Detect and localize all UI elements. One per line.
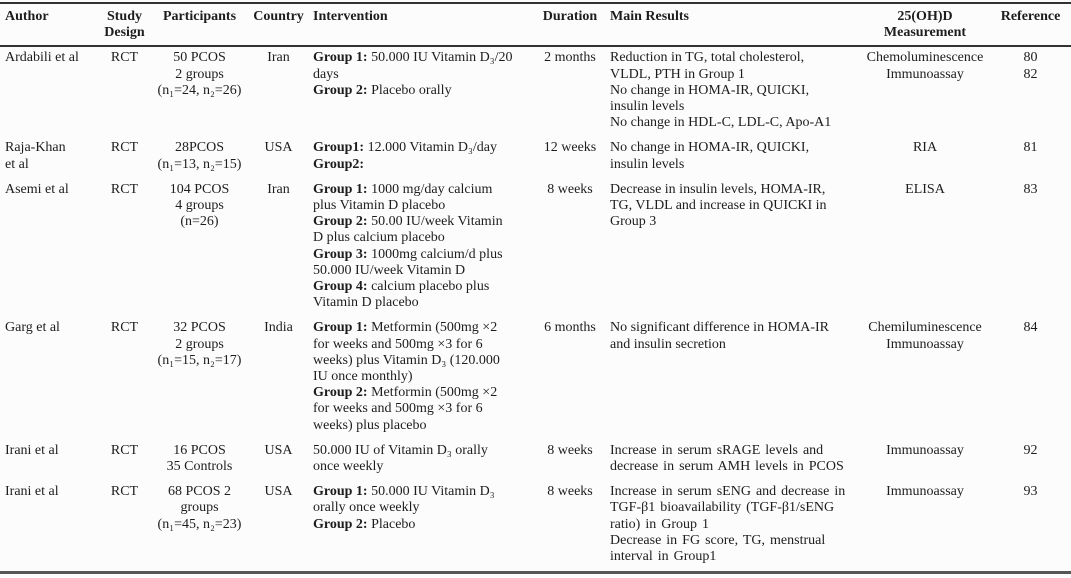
group-label: Group2: (313, 156, 365, 172)
intervention-group (313, 385, 532, 434)
text-line: Immunoassay (886, 336, 964, 352)
header-label: Design (104, 25, 145, 41)
study-row (0, 481, 1071, 573)
result-statement (610, 320, 856, 352)
text-line: Metformin (500mg ×2 (371, 385, 498, 401)
text-line: Increase in serum sENG and decrease in (610, 484, 846, 500)
country-cell (247, 137, 310, 178)
study-row (0, 317, 1071, 439)
intervention-cell (310, 137, 538, 178)
text-line: No change in HOMA-IR, QUICKI, (610, 82, 810, 98)
text-line: Decrease in FG score, TG, menstrual (610, 532, 826, 548)
result-statement (610, 443, 856, 475)
text-line: No change in HOMA-IR, QUICKI, (610, 140, 810, 156)
intervention-group (313, 140, 532, 156)
text-line: 12 weeks (543, 140, 597, 156)
header-design (97, 3, 152, 46)
intervention-group (313, 517, 532, 533)
text-line: Immunoassay (886, 484, 964, 500)
participants-cell (152, 317, 247, 439)
text-line: (n₁=13, n₂=15) (157, 156, 242, 172)
study-row (0, 179, 1071, 318)
author-cell (0, 440, 97, 481)
reference-cell (990, 179, 1071, 318)
text-line: 2 groups (175, 66, 224, 82)
text-line: Metformin (500mg ×2 (371, 320, 498, 336)
group-label: Group 3: (313, 246, 368, 262)
study-design-cell (97, 317, 152, 439)
participants-cell (152, 440, 247, 481)
text-line: D plus calcium placebo (313, 230, 445, 246)
header-label: Main Results (610, 9, 689, 24)
intervention-group (313, 279, 532, 311)
text-line: 50 PCOS (173, 50, 226, 66)
text-line: (n=26) (180, 214, 219, 230)
text-line: Placebo (371, 516, 416, 532)
text-line: Raja-Khan (5, 140, 66, 156)
group-label: Group 4: (313, 279, 368, 295)
text-line: No significant difference in HOMA-IR (610, 320, 830, 336)
duration-cell (538, 179, 602, 318)
text-line: TG, VLDL and increase in QUICKI in (610, 198, 827, 214)
country-cell (247, 46, 310, 137)
group-label: Group 2: (313, 214, 368, 230)
text-line: orally once weekly (313, 500, 420, 516)
header-participants (152, 3, 247, 46)
participants-cell (152, 137, 247, 178)
text-line: 16 PCOS (173, 442, 226, 458)
text-line: 92 (1023, 442, 1038, 458)
text-line: 50.000 IU of Vitamin D₃ orally (313, 442, 488, 458)
result-statement (610, 115, 856, 131)
header-label: Duration (542, 9, 598, 24)
text-line: for weeks and 500mg ×3 for 6 (313, 401, 483, 417)
header-author (0, 3, 97, 46)
text-line: 1000 mg/day calcium (371, 181, 493, 197)
text-line: 80 (1023, 50, 1038, 66)
intervention-group (313, 83, 532, 99)
header-label: Study (106, 9, 143, 24)
main-results-cell (602, 46, 860, 137)
text-line: No change in HDL-C, LDL-C, Apo-A1 (610, 115, 832, 131)
author-cell (0, 179, 97, 318)
header-intervention (310, 3, 538, 46)
country-cell (247, 179, 310, 318)
text-line: RCT (110, 442, 139, 458)
main-results-cell (602, 317, 860, 439)
author-cell (0, 137, 97, 178)
participants-cell (152, 179, 247, 318)
text-line: Garg et al (5, 320, 60, 336)
text-line: interval in Group1 (610, 549, 717, 565)
text-line: India (264, 320, 293, 336)
duration-cell (538, 481, 602, 573)
text-line: 2 months (544, 50, 596, 66)
study-row (0, 440, 1071, 481)
intervention-group (313, 157, 532, 173)
intervention-group (313, 320, 532, 385)
text-line: decrease in serum AMH levels in PCOS (610, 459, 844, 475)
intervention-group (313, 484, 532, 516)
country-cell (247, 440, 310, 481)
text-line: 93 (1023, 484, 1038, 500)
text-line: TGF-β1 bioavailability (TGF-β1/sENG (610, 500, 835, 516)
measurement-cell (860, 179, 990, 318)
intervention-cell (310, 317, 538, 439)
study-design-cell (97, 440, 152, 481)
reference-cell (990, 137, 1071, 178)
measurement-cell (860, 46, 990, 137)
text-line: USA (264, 484, 293, 500)
reference-cell (990, 46, 1071, 137)
table-header (0, 3, 1071, 46)
text-line: ELISA (905, 181, 945, 197)
header-row (0, 3, 1071, 46)
intervention-group (313, 214, 532, 246)
text-line: 8 weeks (547, 484, 593, 500)
duration-cell (538, 46, 602, 137)
text-line: USA (264, 140, 293, 156)
result-statement (610, 83, 856, 115)
reference-cell (990, 481, 1071, 573)
study-row (0, 137, 1071, 178)
text-line: 8 weeks (547, 181, 593, 197)
text-line: Ardabili et al (5, 50, 79, 66)
group-label: Group 1: (313, 320, 368, 336)
author-cell (0, 317, 97, 439)
header-results (602, 3, 860, 46)
text-line: RCT (110, 320, 139, 336)
text-line: days (313, 66, 339, 82)
header-measurement (860, 3, 990, 46)
text-line: plus Vitamin D placebo (313, 198, 446, 214)
text-line: et al (5, 156, 29, 172)
text-line: once weekly (313, 459, 384, 475)
participants-cell (152, 481, 247, 573)
text-line: 50.000 IU Vitamin D₃ (371, 484, 495, 500)
study-design-cell (97, 46, 152, 137)
group-label: Group 1: (313, 484, 368, 500)
text-line: 35 Controls (166, 459, 233, 475)
group-label: Group 2: (313, 516, 368, 532)
text-line: Iran (267, 50, 290, 66)
text-line: Chemiluminescence (868, 320, 982, 336)
measurement-cell (860, 137, 990, 178)
country-cell (247, 317, 310, 439)
duration-cell (538, 440, 602, 481)
result-statement (610, 484, 856, 533)
intervention-cell (310, 46, 538, 137)
text-line: Group 3 (610, 214, 657, 230)
group-label: Group 2: (313, 385, 368, 401)
header-label: Country (253, 9, 304, 24)
reference-cell (990, 317, 1071, 439)
text-line: Decrease in insulin levels, HOMA-IR, (610, 181, 826, 197)
text-line: Irani et al (5, 484, 59, 500)
text-line: 50.000 IU Vitamin D₃/20 (371, 50, 513, 66)
intervention-cell (310, 481, 538, 573)
text-line: (n₁=24, n₂=26) (157, 82, 242, 98)
text-line: 4 groups (175, 198, 224, 214)
group-label: Group 1: (313, 50, 368, 66)
text-line: Irani et al (5, 442, 59, 458)
intervention-group (313, 443, 532, 475)
intervention-cell (310, 440, 538, 481)
text-line: weeks) plus placebo (313, 417, 427, 433)
group-label: Group 2: (313, 82, 368, 98)
text-line: 8 weeks (547, 442, 593, 458)
text-line: 83 (1023, 181, 1038, 197)
table-body (0, 46, 1071, 572)
header-country (247, 3, 310, 46)
text-line: Immunoassay (886, 66, 964, 82)
text-line: RIA (912, 140, 938, 156)
text-line: 104 PCOS (169, 181, 230, 197)
text-line: 84 (1023, 320, 1038, 336)
text-line: 50.000 IU/week Vitamin D (313, 262, 466, 278)
header-label: 25(OH)D (897, 9, 953, 24)
study-design-cell (97, 137, 152, 178)
main-results-cell (602, 137, 860, 178)
text-line: 50.00 IU/week Vitamin (371, 214, 503, 230)
text-line: weeks) plus Vitamin D₃ (120.000 (313, 352, 500, 368)
author-cell (0, 46, 97, 137)
text-line: Immunoassay (886, 442, 964, 458)
result-statement (610, 50, 856, 82)
header-reference (990, 3, 1071, 46)
measurement-cell (860, 440, 990, 481)
result-statement (610, 182, 856, 231)
text-line: 81 (1023, 140, 1038, 156)
participants-cell (152, 46, 247, 137)
text-line: RCT (110, 181, 139, 197)
text-line: Asemi et al (5, 181, 69, 197)
intervention-group (313, 50, 532, 82)
text-line: 28PCOS (174, 140, 225, 156)
result-statement (610, 140, 856, 172)
result-statement (610, 533, 856, 565)
text-line: (n₁=15, n₂=17) (157, 352, 242, 368)
reference-cell (990, 440, 1071, 481)
intervention-group (313, 247, 532, 279)
header-label: Intervention (313, 9, 388, 24)
country-cell (247, 481, 310, 573)
group-label: Group1: (313, 140, 365, 156)
text-line: IU once monthly) (313, 369, 413, 385)
main-results-cell (602, 440, 860, 481)
header-label: Reference (1000, 9, 1061, 24)
text-line: 6 months (544, 320, 596, 336)
text-line: USA (264, 442, 293, 458)
measurement-cell (860, 481, 990, 573)
header-label: Measurement (883, 25, 967, 41)
text-line: insulin levels (610, 99, 685, 115)
main-results-cell (602, 481, 860, 573)
studies-table (0, 2, 1071, 574)
text-line: Increase in serum sRAGE levels and (610, 442, 824, 458)
measurement-cell (860, 317, 990, 439)
text-line: RCT (110, 50, 139, 66)
text-line: ratio) in Group 1 (610, 516, 709, 532)
text-line: calcium placebo plus (371, 279, 490, 295)
group-label: Group 1: (313, 181, 368, 197)
text-line: 12.000 Vitamin D₃/day (367, 140, 497, 156)
text-line: groups (180, 500, 219, 516)
study-row (0, 46, 1071, 137)
study-design-cell (97, 179, 152, 318)
header-label: Author (5, 9, 49, 24)
text-line: RCT (110, 140, 139, 156)
duration-cell (538, 317, 602, 439)
author-cell (0, 481, 97, 573)
text-line: 32 PCOS (173, 320, 226, 336)
header-duration (538, 3, 602, 46)
text-line: Iran (267, 181, 290, 197)
intervention-group (313, 182, 532, 214)
main-results-cell (602, 179, 860, 318)
text-line: and insulin secretion (610, 336, 726, 352)
study-design-cell (97, 481, 152, 573)
intervention-cell (310, 179, 538, 318)
text-line: (n₁=45, n₂=23) (157, 516, 242, 532)
text-line: 82 (1023, 66, 1038, 82)
text-line: for weeks and 500mg ×3 for 6 (313, 336, 483, 352)
text-line: 68 PCOS 2 (167, 484, 232, 500)
text-line: insulin levels (610, 156, 685, 172)
text-line: Reduction in TG, total cholesterol, (610, 50, 805, 66)
header-label: Participants (162, 9, 237, 24)
text-line: Chemoluminescence (866, 50, 984, 66)
text-line: 1000mg calcium/d plus (371, 246, 503, 262)
text-line: Vitamin D placebo (313, 295, 419, 311)
text-line: 2 groups (175, 336, 224, 352)
duration-cell (538, 137, 602, 178)
text-line: Placebo orally (371, 82, 452, 98)
text-line: RCT (110, 484, 139, 500)
text-line: VLDL, PTH in Group 1 (610, 66, 745, 82)
